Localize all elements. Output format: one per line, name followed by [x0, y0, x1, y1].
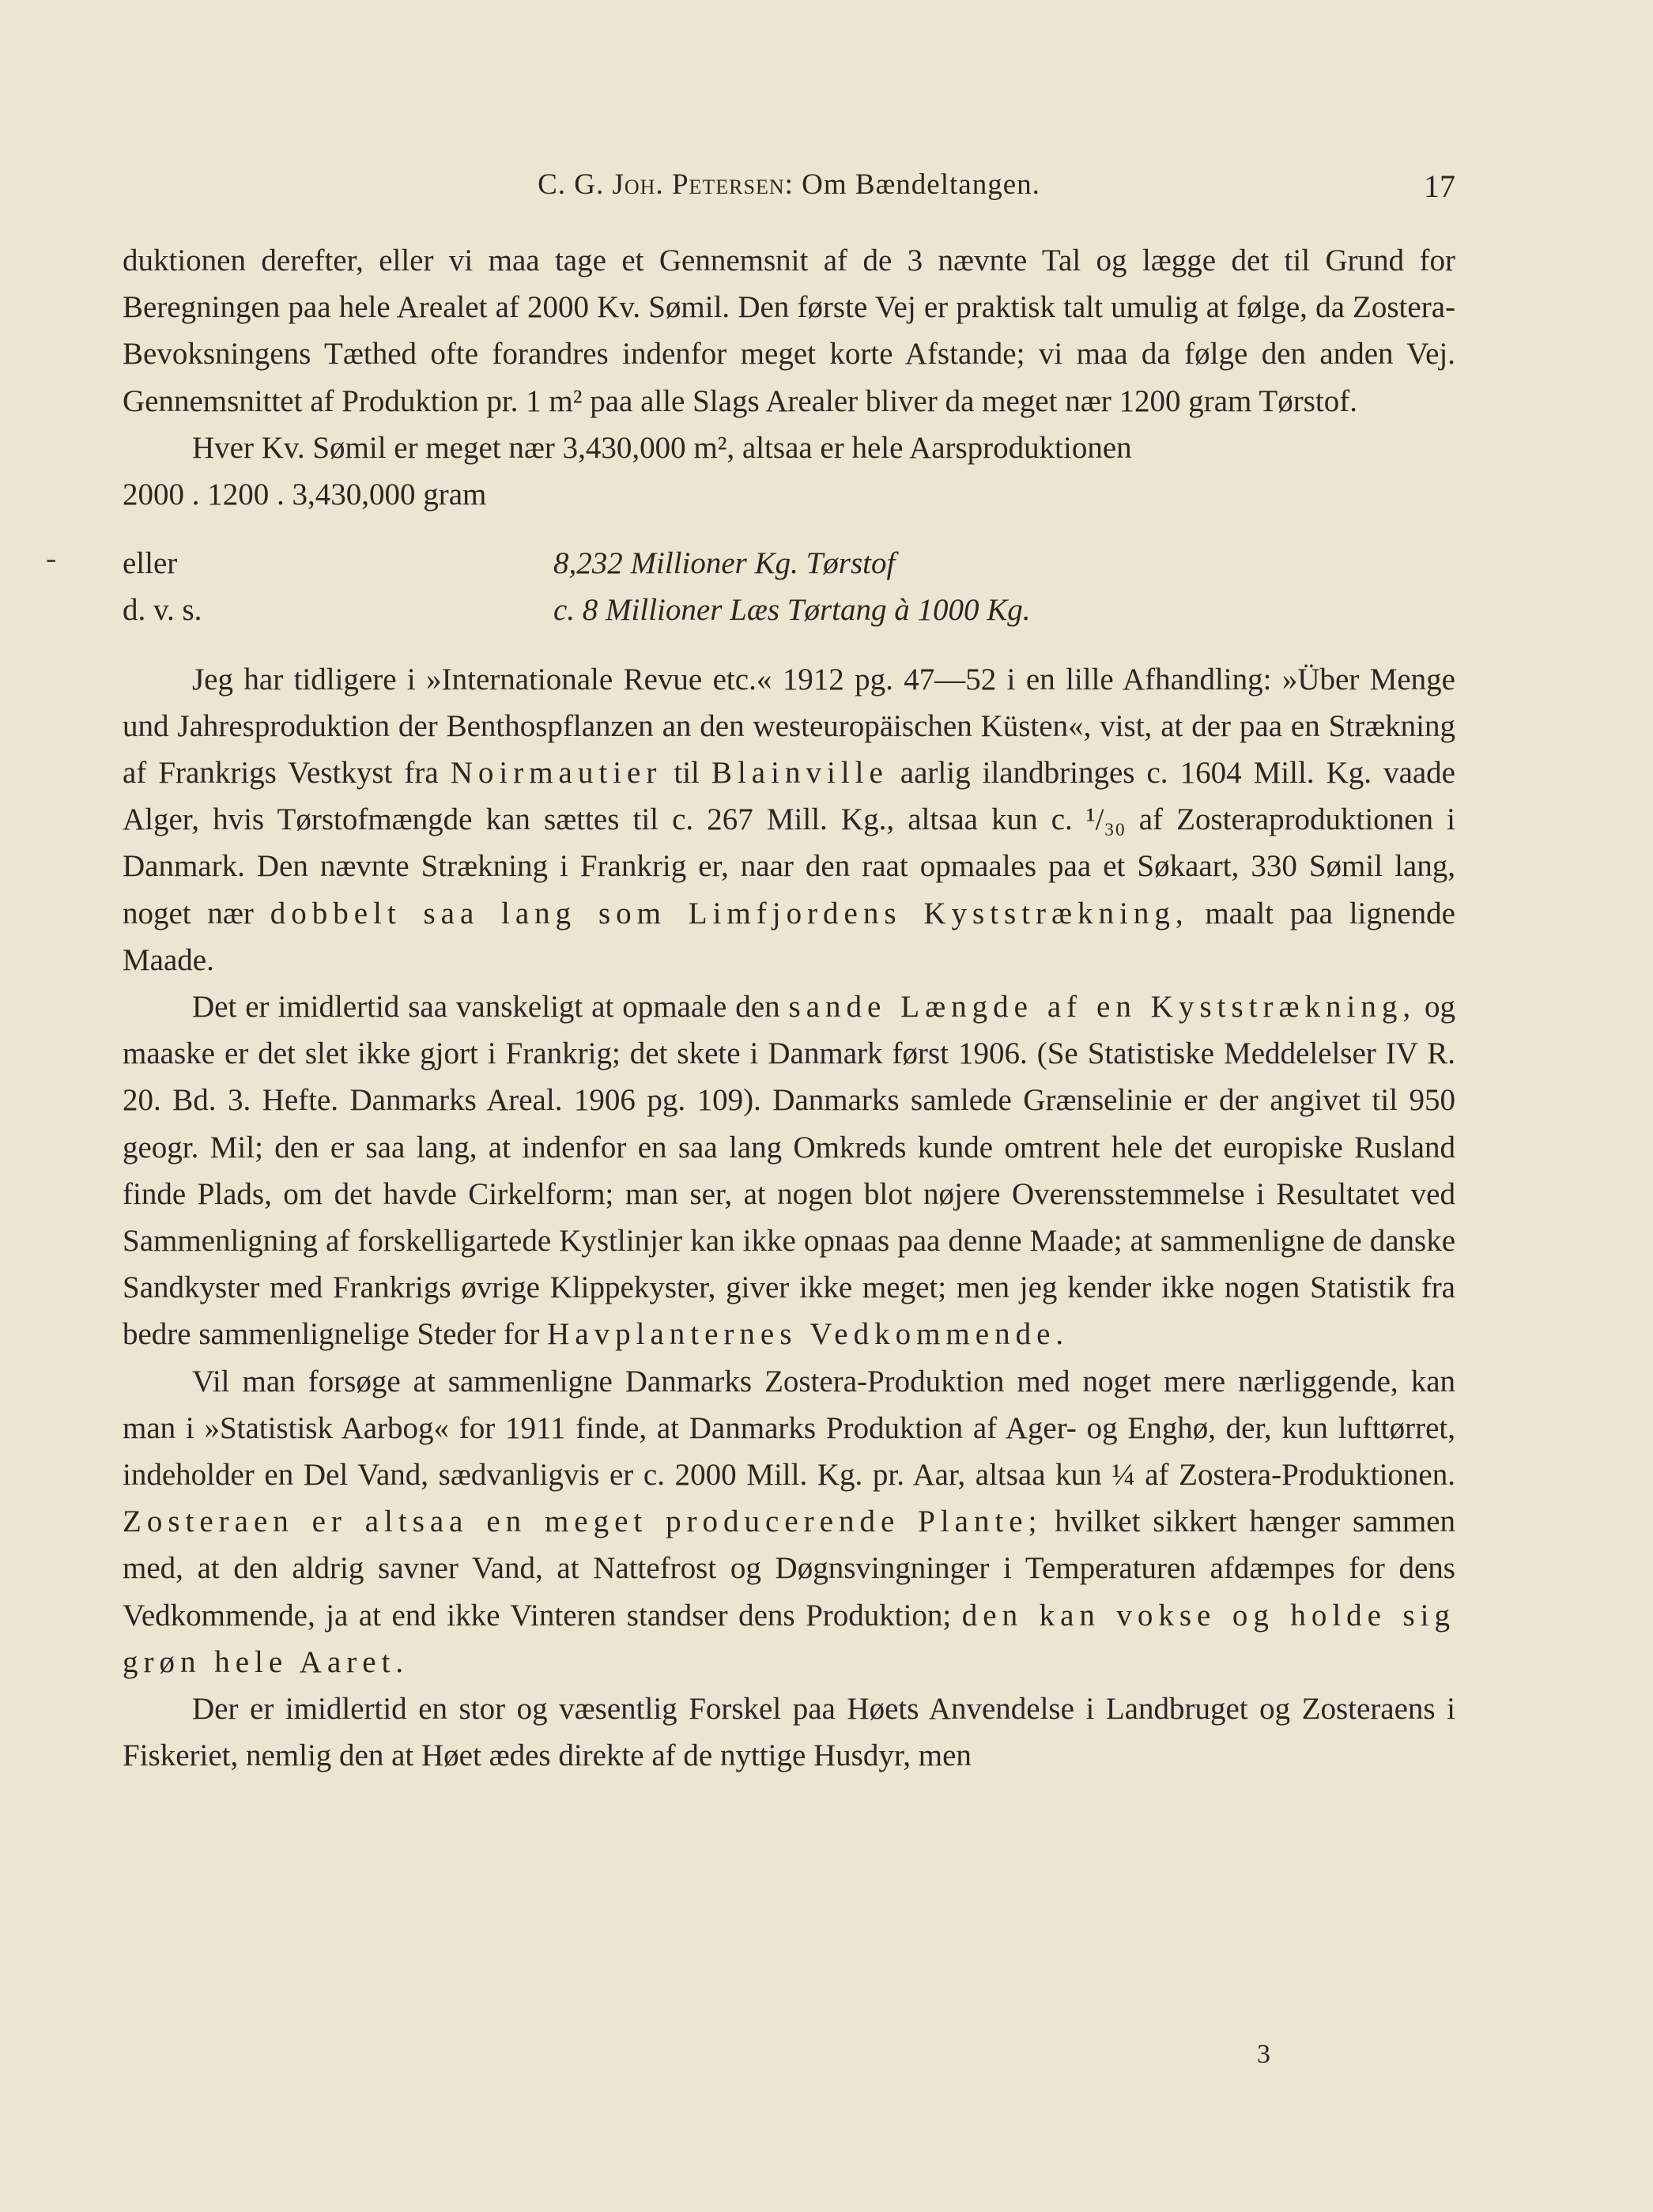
formula-line: 2000 . 1200 . 3,430,000 gram — [123, 478, 487, 512]
page-header — [123, 168, 1455, 207]
result-row-1 — [123, 540, 1455, 587]
paragraph-3: Jeg har tidligere i »Internationale Revue etc.« 1912 pg. 47—52 i en lille Afhandling: »Über Menge und Jahresproduktion der Benthospflanzen an den westeuropäischen Küsten«, vist, at der paa en Strækning af Frankrigs Vestkyst fra Noirmautier til Blainville aarlig ilandbringes c. 1604 Mill. Kg. vaade Alger, hvis Tørstofmængde kan sættes til c. 267 Mill. Kg., altsaa kun c. ¹/₃₀ af Zosteraproduktionen i Danmark. Den nævnte Strækning i Frankrig er, naar den raat opmaales paa et Søkaart, 330 Sømil lang, noget nær dobbelt saa lang som Limfjordens Kyststrækning, maalt paa lignende Maade. — [123, 662, 1455, 977]
paragraph-1: duktionen derefter, eller vi maa tage et Gennemsnit af de 3 nævnte Tal og lægge det til Grund for Beregningen paa hele Arealet af 2000 Kv. Sømil. Den første Vej er praktisk talt umulig at følge, da Zostera-Bevoksningens Tæthed ofte forandres indenfor meget korte Afstande; vi maa da følge den anden Vej. Gennemsnittet af Produktion pr. 1 m² paa alle Slags Arealer bliver da meget nær 1200 gram Tørstof. — [123, 243, 1455, 418]
article-title: : Om Bændeltangen. — [784, 168, 1040, 201]
result-2-label: d. v. s. — [123, 593, 202, 628]
result-2-value: c. 8 Millioner Læs Tørtang à 1000 Kg. — [553, 593, 1031, 628]
paragraph-2: Hver Kv. Sømil er meget nær 3,430,000 m², altsaa er hele Aarsproduktionen — [192, 430, 1132, 465]
spaced-text: Zosteraen er altsaa en meget producerende Plante; — [123, 1504, 1043, 1539]
spaced-text: sande Længde af en Kyststrækning, — [788, 990, 1417, 1025]
paragraph-6: Der er imidlertid en stor og væsentlig Forskel paa Høets Anvendelse i Landbruget og Zosteraens i Fiskeriet, nemlig den at Høet ædes direkte af de nyttige Husdyr, men — [123, 1692, 1455, 1773]
body-text — [123, 237, 1455, 1779]
spaced-text: Noirmautier — [450, 756, 662, 790]
margin-mark: - — [46, 540, 57, 576]
result-1-label: eller — [123, 546, 178, 581]
spaced-text: Blainville — [711, 756, 889, 790]
result-1-value: 8,232 Millioner Kg. Tørstof — [553, 546, 896, 581]
signature-mark: 3 — [1257, 2040, 1270, 2069]
paragraph-5: Vil man forsøge at sammenligne Danmarks Zostera-Produktion med noget mere nærliggende, kan man i »Statistisk Aarbog« for 1911 finde, at Danmarks Produktion af Ager- og Enghø, der, kun lufttørret, indeholder en Del Vand, sædvanligvis er c. 2000 Mill. Kg. pr. Aar, altsaa kun ¼ af Zostera-Produktionen. Zosteraen er altsaa en meget producerende Plante; hvilket sikkert hænger sammen med, at den aldrig savner Vand, at Nattefrost og Døgnsvingninger i Temperaturen afdæmpes for dens Vedkommende, ja at end ikke Vinteren standser dens Produktion; den kan vokse og holde sig grøn hele Aaret. — [123, 1364, 1456, 1679]
author-name: C. G. Joh. Petersen — [538, 168, 785, 201]
result-row-2 — [123, 587, 1455, 633]
running-head — [123, 168, 1455, 202]
spaced-text: den kan vokse og holde sig grøn hele Aaret. — [123, 1598, 1456, 1679]
page-number: 17 — [1424, 168, 1455, 204]
spaced-text: dobbelt saa lang som Limfjordens Kyststrækning, — [270, 896, 1189, 930]
fraction: ¹/₃₀ — [1085, 802, 1126, 837]
spaced-text: Havplanternes Vedkommende. — [547, 1317, 1070, 1352]
paragraph-4: Det er imidlertid saa vanskeligt at opmaale den sande Længde af en Kyststrækning, og maaske er det slet ikke gjort i Frankrig; det skete i Danmark først 1906. (Se Statistiske Meddelelser IV R. 20. Bd. 3. Hefte. Danmarks Areal. 1906 pg. 109). Danmarks samlede Grænselinie er der angivet til 950 geogr. Mil; den er saa lang, at indenfor en saa lang Omkreds kunde omtrent hele det europiske Rusland finde Plads, om det havde Cirkelform; man ser, at nogen blot nøjere Overensstemmelse i Resultatet ved Sammenligning af forskelligartede Kystlinjer kan ikke opnaas paa denne Maade; at sammenligne de danske Sandkyster med Frankrigs øvrige Klippekyster, giver ikke meget; men jeg kender ikke nogen Statistik fra bedre sammenlignelige Steder for Havplanternes Vedkommende. — [123, 990, 1456, 1352]
fraction: ¼ — [1111, 1458, 1135, 1493]
